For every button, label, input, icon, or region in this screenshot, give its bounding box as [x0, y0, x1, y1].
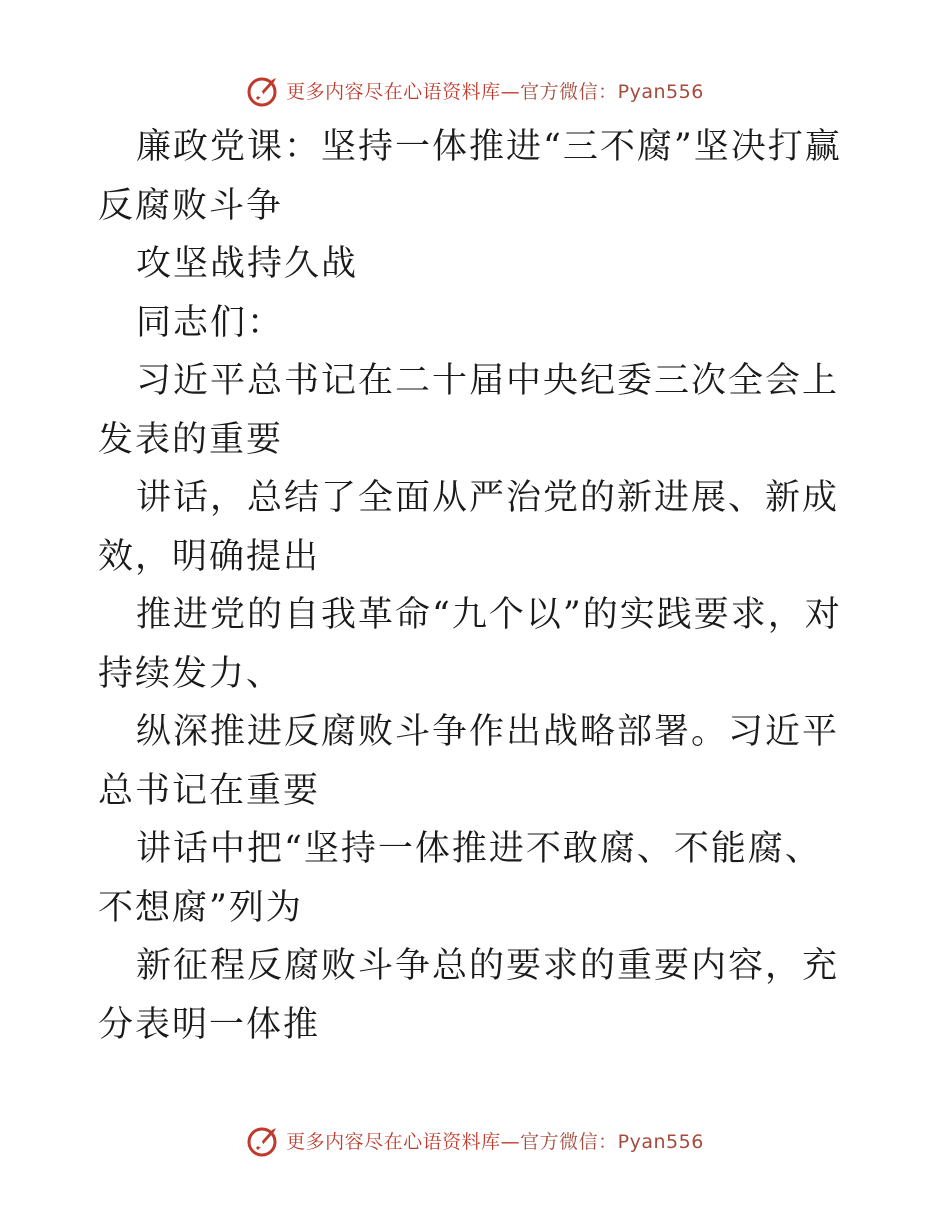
paragraph: 习近平总书记在二十届中央纪委三次全会上发表的重要 — [98, 361, 840, 460]
header-banner-site: 更多内容尽在心语资料库— — [286, 80, 521, 103]
footer-banner-site: 更多内容尽在心语资料库— — [286, 1130, 521, 1153]
footer-banner-wechat: 官方微信：Pyan556 — [520, 1130, 704, 1153]
quill-pen-logo-icon — [246, 72, 282, 108]
quill-pen-logo-icon — [246, 1122, 282, 1158]
paragraph: 攻坚战持久战 — [136, 244, 359, 284]
footer-banner — [0, 1120, 950, 1160]
paragraph: 新征程反腐败斗争总的要求的重要内容，充分表明一体推 — [98, 946, 840, 1045]
header-banner — [0, 70, 950, 110]
header-banner-wechat: 官方微信：Pyan556 — [520, 80, 704, 103]
paragraph: 同志们： — [136, 302, 285, 343]
paragraph: 讲话中把“坚持一体推进不敢腐、不能腐、不想腐”列为 — [98, 829, 822, 928]
paragraph: 讲话，总结了全面从严治党的新进展、新成效，明确提出 — [98, 478, 840, 577]
document-body — [98, 118, 858, 1054]
document-title: 廉政党课：坚持一体推进“三不腐”坚决打赢反腐败斗争 — [98, 127, 842, 226]
paragraph: 纵深推进反腐败斗争作出战略部署。习近平总书记在重要 — [98, 712, 840, 811]
header-banner-text — [286, 77, 704, 104]
footer-banner-text — [286, 1127, 704, 1154]
paragraph: 推进党的自我革命“九个以”的实践要求，对持续发力、 — [98, 595, 842, 694]
